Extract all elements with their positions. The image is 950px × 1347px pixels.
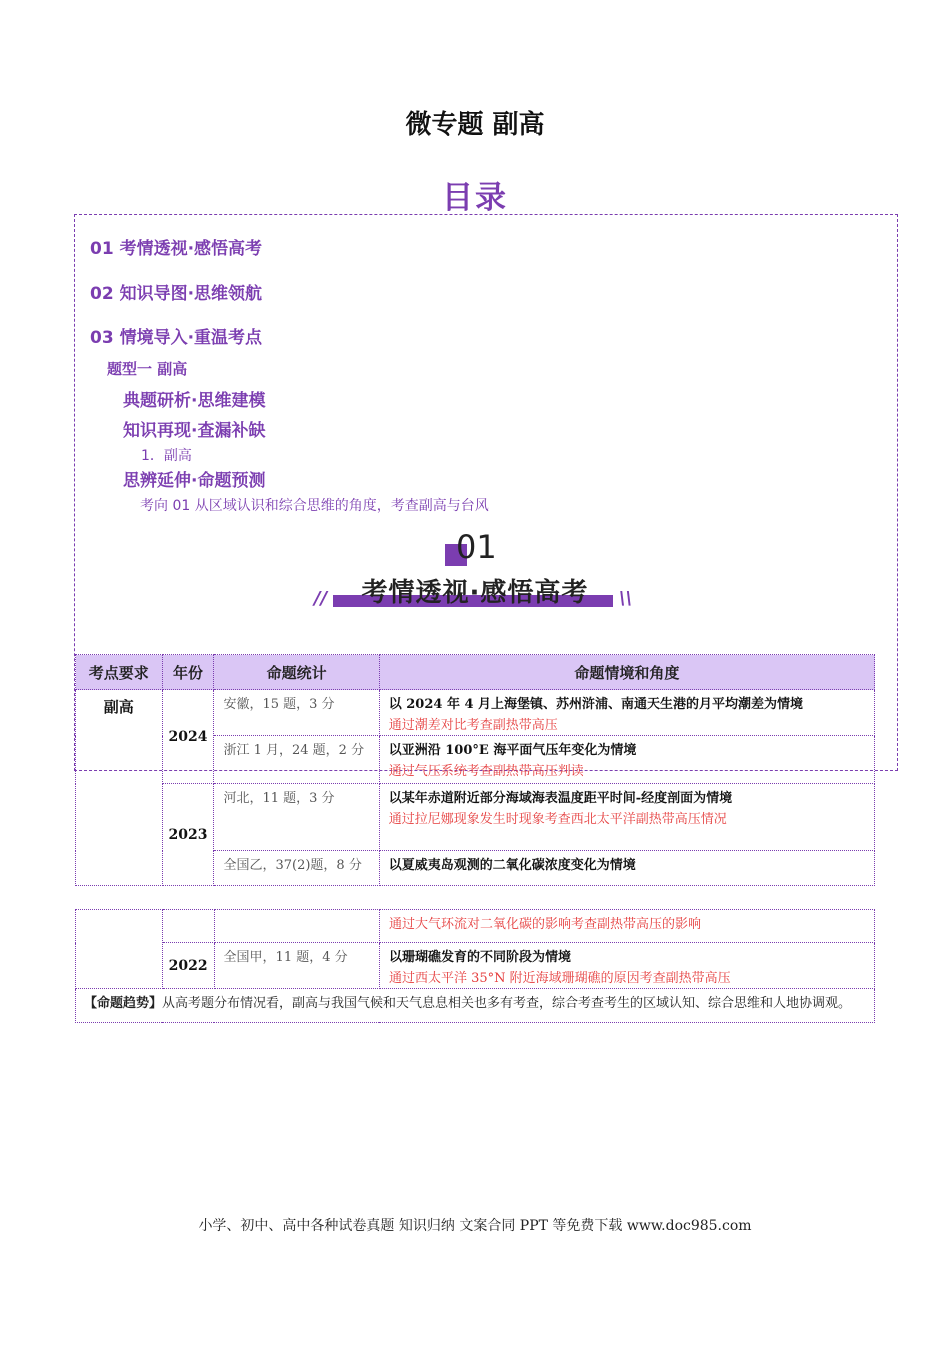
trend-row <box>76 989 875 1023</box>
toc-item-fugao[interactable]: 1．副高 <box>141 448 192 464</box>
context-cell <box>379 736 874 784</box>
toc-item-03[interactable]: 03 情境导入·重温考点 <box>90 328 263 348</box>
table-row <box>76 910 875 943</box>
context-sub: 通过大气环流对二氧化碳的影响考查副热带高压的影响 <box>388 917 701 932</box>
table-row <box>76 943 875 989</box>
trend-label: 【命题趋势】 <box>84 996 163 1011</box>
context-cell <box>379 851 874 886</box>
context-cell <box>379 690 874 736</box>
footer-text: 小学、初中、高中各种试卷真题 知识归纳 文案合同 PPT 等免费下载 www.doc985.com <box>198 1218 752 1234</box>
topic-cell-continued <box>76 910 163 989</box>
document-title: 微专题 副高 <box>405 110 545 140</box>
context-sub: 通过拉尼娜现象发生时现象考查西北太平洋副热带高压情况 <box>388 812 727 827</box>
context-main: 以珊瑚礁发育的不同阶段为情境 <box>388 950 571 965</box>
table-row <box>76 784 875 851</box>
table-row <box>76 690 875 736</box>
stat-cell: 全国乙，37(2)题，8 分 <box>214 851 379 886</box>
header-stat: 命题统计 <box>214 655 379 690</box>
context-main: 以某年赤道附近部分海域海表温度距平时间-经度剖面为情境 <box>388 791 733 806</box>
context-sub: 通过潮差对比考查副热带高压 <box>388 718 558 733</box>
header-requirement: 考点要求 <box>76 655 163 690</box>
exam-table-continued <box>75 909 875 1023</box>
year-cell: 2022 <box>162 943 214 989</box>
context-main: 以夏威夷岛观测的二氧化碳浓度变化为情境 <box>388 858 636 873</box>
toc-item-type1[interactable]: 题型一 副高 <box>107 360 188 378</box>
trend-cell <box>76 989 875 1023</box>
section-slash-right: \\ <box>619 588 633 609</box>
context-cell <box>379 784 874 851</box>
toc-item-01[interactable]: 01 考情透视·感悟高考 <box>90 239 263 259</box>
table-header-row <box>76 655 875 690</box>
toc-heading: 目录 <box>442 180 508 216</box>
year-cell: 2024 <box>162 690 214 784</box>
trend-text: 从高考题分布情况看，副高与我国气候和天气息息相关也多有考查，综合考查考生的区域认知、综合思维和人地协调观。 <box>162 996 852 1011</box>
section-number: 01 <box>456 528 497 566</box>
stat-cell: 安徽，15 题，3 分 <box>214 690 379 736</box>
context-cell <box>379 910 874 943</box>
toc-item-02[interactable]: 02 知识导图·思维领航 <box>90 284 263 304</box>
context-cell <box>379 943 874 989</box>
toc-item-kaoxiang01[interactable]: 考向 01 从区域认识和综合思维的角度，考查副高与台风 <box>140 498 489 514</box>
toc-item-sibian[interactable]: 思辨延伸·命题预测 <box>123 471 266 491</box>
topic-cell: 副高 <box>76 690 163 886</box>
stat-cell: 浙江 1 月，24 题，2 分 <box>214 736 379 784</box>
header-context: 命题情境和角度 <box>379 655 874 690</box>
toc-item-dianti[interactable]: 典题研析·思维建模 <box>123 391 266 411</box>
toc-item-zhishi[interactable]: 知识再现·查漏补缺 <box>123 421 266 441</box>
stat-cell: 河北，11 题，3 分 <box>214 784 379 851</box>
year-cell-empty <box>162 910 214 943</box>
section-slash-left: // <box>314 588 328 609</box>
stat-cell-empty <box>214 910 379 943</box>
context-sub: 通过气压系统考查副热带高压判读 <box>388 764 584 779</box>
stat-cell: 全国甲，11 题，4 分 <box>214 943 379 989</box>
context-main: 以亚洲沿 100°E 海平面气压年变化为情境 <box>388 743 637 758</box>
context-sub: 通过西太平洋 35°N 附近海域珊瑚礁的原因考查副热带高压 <box>388 971 731 986</box>
exam-table <box>75 654 875 886</box>
context-main: 以 2024 年 4 月上海堡镇、苏州浒浦、南通天生港的月平均潮差为情境 <box>388 697 804 712</box>
header-year: 年份 <box>162 655 214 690</box>
section-title: 考情透视·感悟高考 <box>361 578 589 608</box>
year-cell: 2023 <box>162 784 214 886</box>
